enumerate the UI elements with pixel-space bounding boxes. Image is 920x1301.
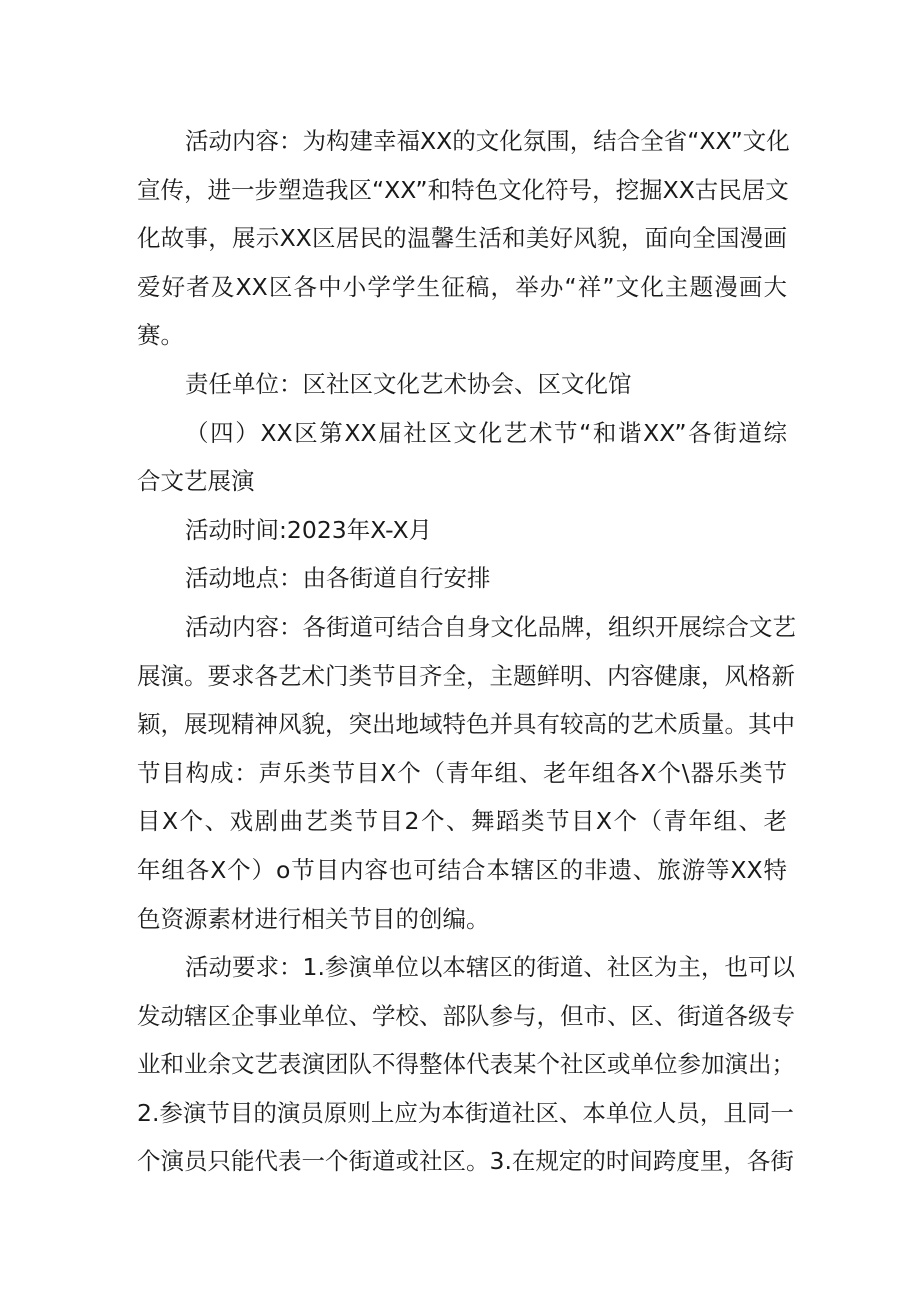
paragraph-activity-content-2-line: 节目构成：声乐类节目X个（青年组、老年组各X个\器乐类节 xyxy=(137,758,787,787)
paragraph-activity-content-2-line: 色资源素材进行相关节目的创编。 xyxy=(137,904,490,933)
paragraph-activity-content-1-line: 爱好者及XX区各中小学学生征稿，举办“祥”文化主题漫画大 xyxy=(137,272,787,301)
paragraph-activity-requirements-line: 个演员只能代表一个街道或社区。3.在规定的时间跨度里，各街 xyxy=(137,1147,794,1176)
paragraph-activity-content-2-line: 目X个、戏剧曲艺类节目2个、舞蹈类节目X个（青年组、老 xyxy=(137,807,787,836)
paragraph-activity-content-1-line: 宣传，进一步塑造我区“XX”和特色文化符号，挖掘XX古民居文 xyxy=(137,175,789,204)
paragraph-activity-requirements-line: 发动辖区企事业单位、学校、部队参与，但市、区、街道各级专 xyxy=(137,1001,795,1030)
paragraph-activity-requirements-line: 2.参演节目的演员原则上应为本街道社区、本单位人员，且同一 xyxy=(137,1098,794,1127)
responsible-unit-line: 责任单位：区社区文化艺术协会、区文化馆 xyxy=(185,369,632,398)
document-body xyxy=(137,117,796,1186)
section-heading-4-line: （四）XX区第XX届社区文化艺术节“和谐XX”各街道综 xyxy=(185,418,787,447)
activity-location-line: 活动地点：由各街道自行安排 xyxy=(185,564,491,593)
paragraph-activity-content-1-line: 化故事，展示XX区居民的温馨生活和美好风貌，面向全国漫画 xyxy=(137,224,787,253)
paragraph-activity-content-1-line: 活动内容：为构建幸福XX的文化氛围，结合全省“XX”文化 xyxy=(185,127,790,155)
paragraph-activity-content-2-line: 颖，展现精神风貌，突出地域特色并具有较高的艺术质量。其中 xyxy=(137,710,795,739)
paragraph-activity-requirements-line: 业和业余文艺表演团队不得整体代表某个社区或单位参加演出； xyxy=(137,1050,795,1079)
paragraph-activity-content-2-line: 活动内容：各街道可结合自身文化品牌，组织开展综合文艺 xyxy=(185,612,796,641)
paragraph-activity-content-2-line: 年组各X个）o节目内容也可结合本辖区的非遗、旅游等XX特 xyxy=(137,855,787,884)
section-heading-4-line: 合文艺展演 xyxy=(137,467,255,496)
paragraph-activity-content-1-line: 赛。 xyxy=(137,321,184,350)
paragraph-activity-requirements-line: 活动要求：1.参演单位以本辖区的街道、社区为主，也可以 xyxy=(185,953,795,982)
paragraph-activity-content-2-line: 展演。要求各艺术门类节目齐全，主题鲜明、内容健康，风格新 xyxy=(137,661,795,690)
activity-time-line: 活动时间:2023年X-X月 xyxy=(185,515,433,544)
